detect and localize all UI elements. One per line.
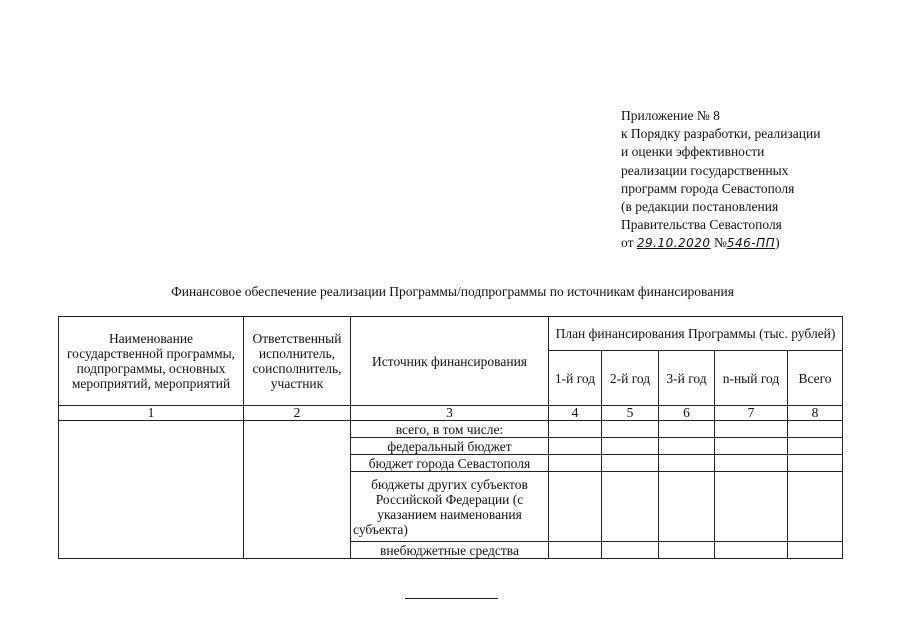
value-cell (788, 421, 843, 438)
appendix-line: (в редакции постановления (621, 199, 779, 215)
handwritten-number: 546-ПП (726, 236, 776, 251)
appendix-line: и оценки эффективности (621, 144, 765, 160)
appendix-block (621, 107, 820, 253)
appendix-line: Приложение № 8 (621, 108, 720, 123)
value-cell (549, 455, 602, 472)
header-year-1: 1-й год (549, 351, 602, 406)
source-city-budget: бюджет города Севастополя (351, 455, 549, 472)
value-cell (659, 438, 715, 455)
column-number: 8 (788, 406, 843, 421)
value-cell (715, 472, 788, 542)
value-cell (715, 438, 788, 455)
value-cell (602, 438, 659, 455)
header-year-2: 2-й год (602, 351, 659, 406)
program-name-cell (59, 421, 244, 559)
column-number: 2 (244, 406, 351, 421)
value-cell (602, 542, 659, 559)
column-number: 7 (715, 406, 788, 421)
value-cell (602, 455, 659, 472)
column-number: 3 (351, 406, 549, 421)
value-cell (659, 455, 715, 472)
appendix-line: программ города Севастополя (621, 180, 795, 196)
value-cell (549, 438, 602, 455)
value-cell (788, 542, 843, 559)
column-number: 6 (659, 406, 715, 421)
header-program-name: Наименование государственной программы, подпрограммы, основных мероприятий, мероприятий (59, 317, 244, 406)
number-prefix: № (713, 235, 727, 251)
closing-paren: ) (775, 235, 780, 251)
header-executor: Ответственный исполнитель, соисполнитель, участник (244, 317, 351, 406)
value-cell (549, 542, 602, 559)
column-numbers-row (59, 406, 843, 421)
table-row (59, 421, 843, 438)
footer-divider (405, 598, 498, 599)
column-number: 4 (549, 406, 602, 421)
value-cell (602, 421, 659, 438)
header-year-3: 3-й год (659, 351, 715, 406)
header-funding-source: Источник финансирования (351, 317, 549, 406)
appendix-line: к Порядку разработки, реализации (621, 126, 821, 142)
handwritten-date: 29.10.2020 (636, 236, 711, 251)
value-cell (549, 421, 602, 438)
column-number: 1 (59, 406, 244, 421)
value-cell (788, 472, 843, 542)
value-cell (715, 542, 788, 559)
value-cell (788, 455, 843, 472)
financing-table (58, 316, 843, 559)
appendix-line: реализации государственных (621, 162, 789, 178)
appendix-line: Правительства Севастополя (621, 217, 782, 233)
source-total: всего, в том числе: (351, 421, 549, 438)
value-cell (715, 455, 788, 472)
value-cell (602, 472, 659, 542)
date-prefix: от (621, 235, 634, 251)
executor-cell (244, 421, 351, 559)
column-number: 5 (602, 406, 659, 421)
header-total: Всего (788, 351, 843, 406)
value-cell (659, 542, 715, 559)
source-extrabudgetary: внебюджетные средства (351, 542, 549, 559)
value-cell (659, 421, 715, 438)
value-cell (715, 421, 788, 438)
source-federal: федеральный бюджет (351, 438, 549, 455)
document-title: Финансовое обеспечение реализации Программы/подпрограммы по источникам финансирования (171, 284, 734, 299)
value-cell (659, 472, 715, 542)
resolution-date-line (621, 234, 820, 252)
value-cell (788, 438, 843, 455)
value-cell (549, 472, 602, 542)
source-other-subjects: бюджеты других субъектов Российской Федерации (с указанием наименования субъекта) (351, 472, 549, 542)
header-financing-plan: План финансирования Программы (тыс. рублей) (549, 317, 843, 351)
header-year-n: n-ный год (715, 351, 788, 406)
header-row (59, 317, 843, 351)
